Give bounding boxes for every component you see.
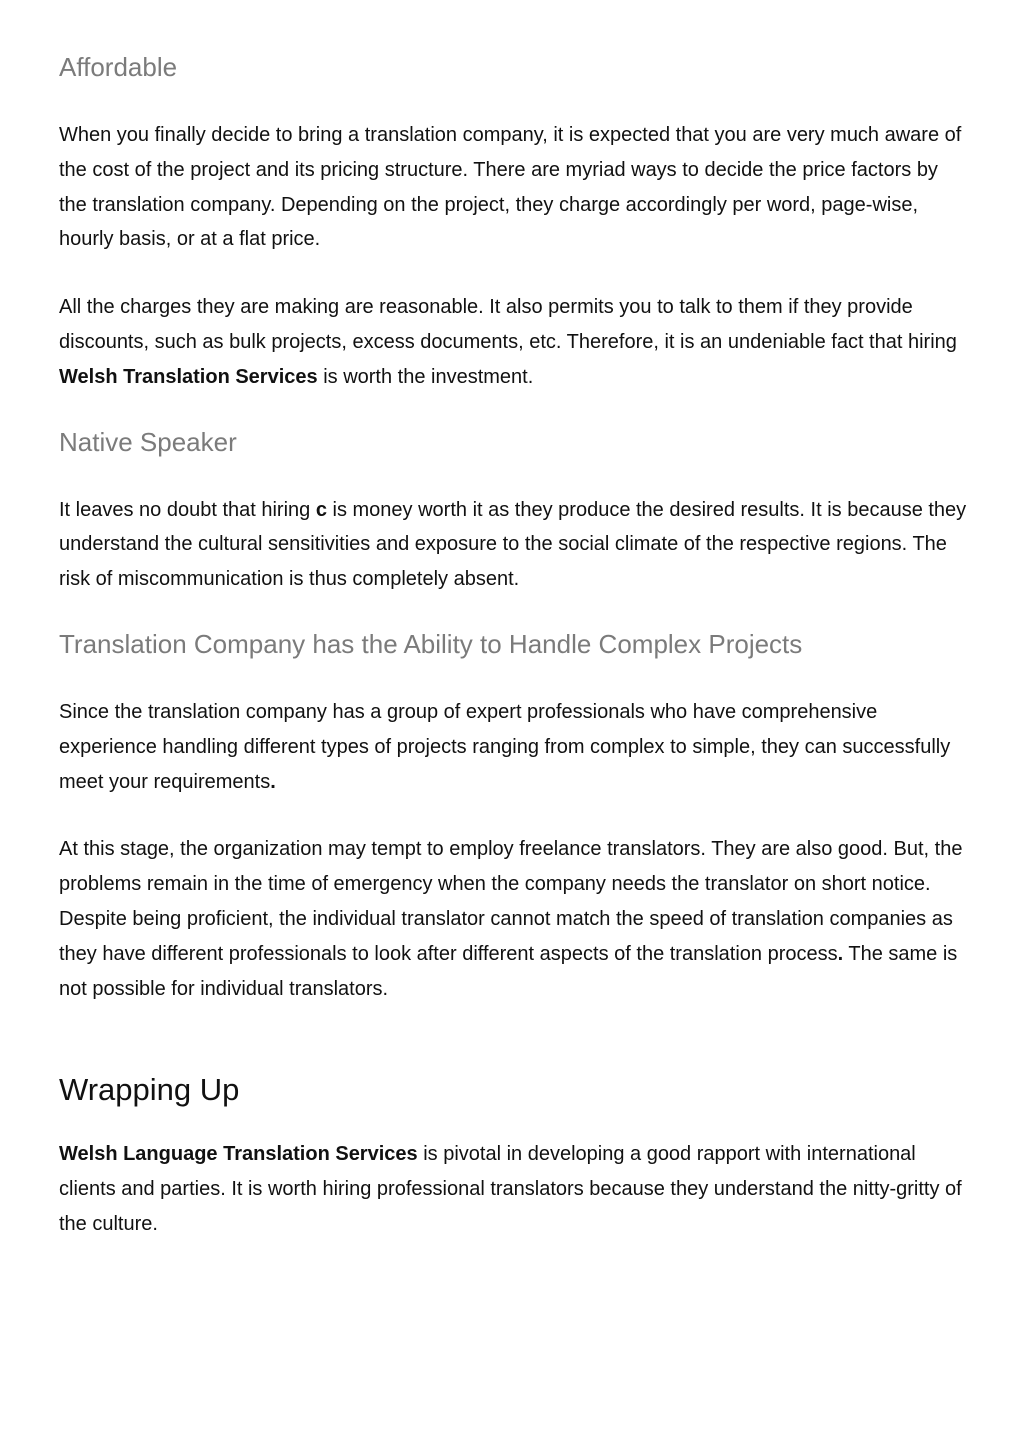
text-run: The same is not possible for individual translators. [59,942,958,1000]
bold-term: Welsh Translation Services [59,365,318,388]
bold-period: . [837,942,844,965]
affordable-paragraph-2 [59,290,968,394]
text-run: is money worth it as they produce the desired results. It is because they understand the cultural sensitivities and exposure to the social climate of the respective regions. The risk of miscommunication is thus completely absent. [59,498,967,591]
text-run: Since the translation company has a group of expert professionals who have comprehensive experience handling different types of projects ranging from complex to simple, they can successfully meet your requirements [59,700,951,793]
text-run: is worth the investment. [317,365,534,388]
bold-period: . [270,770,276,793]
text-run: It leaves no doubt that hiring [59,498,316,521]
text-run: At this stage, the organization may tempt to employ freelance translators. They are also good. But, the problems remain in the time of emergency when the company needs the translator on short notice. [59,838,963,896]
wrapping-up-paragraph [59,1137,968,1241]
text-run: Despite being proficient, the individual translator cannot match the speed of translation companies as they have different professionals to look after different aspects of the translation process [59,907,953,965]
complex-projects-paragraph-1 [59,695,968,799]
text-run: When you finally decide to bring a translation company, it is expected that you are very much aware of the cost of the project and its pricing structure. There are myriad ways to decide the price factors by the translation company. Depending on the project, they charge accordingly per word, page-wise, hourly basis, or at a flat price. [59,124,962,251]
heading-complex-projects: Translation Company has the Ability to Handle Complex Projects [59,628,803,659]
bold-term: Welsh Language Translation Services [59,1143,418,1166]
complex-projects-paragraph-2 [59,832,968,902]
complex-projects-paragraph-3 [59,902,968,1006]
heading-native-speaker: Native Speaker [59,426,237,457]
native-speaker-paragraph [59,493,968,597]
text-run: is pivotal in developing a good rapport with international clients and parties. It is worth hiring professional translators because they understand the nitty-gritty of the culture. [59,1143,962,1235]
affordable-paragraph-1 [59,118,968,257]
bold-term: c [315,498,327,521]
heading-affordable: Affordable [59,52,178,82]
heading-wrapping-up: Wrapping Up [59,1072,240,1108]
text-run: All the charges they are making are reasonable. It also permits you to talk to them if they provide discounts, such as bulk projects, excess documents, etc. Therefore, it is an undeniable fact that hiring [59,296,957,353]
